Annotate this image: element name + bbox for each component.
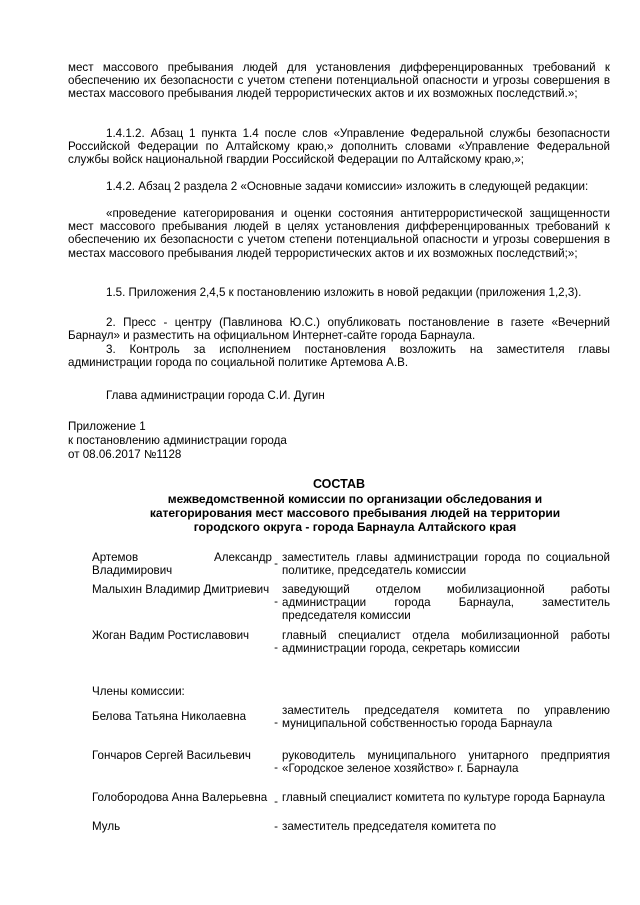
appendix-date: от 08.06.2017 №1128	[68, 448, 182, 461]
separator-dash: -	[274, 820, 278, 833]
member-name: Артемов Александр Владимирович	[92, 551, 272, 578]
member-name: Голобородова Анна Валерьевна	[92, 791, 268, 804]
member-name: Жоган Вадим Ростиславович	[92, 629, 250, 642]
member-role: заместитель председателя комитета по управлению муниципальной собственностью города Барнаула	[282, 704, 610, 731]
appendix-reference: к постановлению администрации города	[68, 434, 287, 447]
signature-line: Глава администрации города С.И. Дугин	[106, 389, 325, 402]
paragraph-continuation: мест массового пребывания людей для установления дифференцированных требований к обеспечению их безопасности с учетом степени потенциальной опасности и угрозы совершения в местах массового пребывания людей террористических актов и их возможных последствий.»;	[68, 61, 610, 101]
separator-dash: -	[274, 795, 278, 808]
member-role: заместитель председателя комитета по	[282, 820, 497, 833]
member-role: заведующий отделом мобилизационной работы администрации города Барнаула, заместитель председателя комиссии	[282, 583, 610, 623]
document-subtitle: межведомственной комиссии по организации обследования и категорирования мест массового пребывания людей на территории городского округа - города Барнаула Алтайского края	[149, 492, 561, 534]
member-role: главный специалист отдела мобилизационной работы администрации города, секретарь комиссии	[282, 629, 610, 656]
member-name: Белова Татьяна Николаевна	[92, 710, 247, 723]
paragraph-1-4-1-2: 1.4.1.2. Абзац 1 пункта 1.4 после слов «Управление Федеральной службы безопасности Российской Федерации по Алтайскому краю,» дополнить словами «Управление Федеральной службы войск национальной гвардии Российской Федерации по Алтайскому краю,»;	[68, 127, 610, 167]
paragraph-1-5: 1.5. Приложения 2,4,5 к постановлению изложить в новой редакции (приложения 1,2,3).	[106, 286, 582, 299]
paragraph-2: 2. Пресс - центру (Павлинова Ю.С.) опубликовать постановление в газете «Вечерний Барнаул» и разместить на официальном Интернет-сайте города Барнаула.	[68, 316, 610, 343]
separator-dash: -	[274, 557, 278, 570]
member-role: главный специалист комитета по культуре города Барнаула	[282, 791, 605, 804]
member-name: Гончаров Сергей Васильевич	[92, 749, 251, 762]
separator-dash: -	[274, 761, 278, 774]
member-name: Муль	[92, 820, 121, 833]
member-role: руководитель муниципального унитарного предприятия «Городское зеленое хозяйство» г. Барнаула	[282, 749, 610, 776]
separator-dash: -	[274, 716, 278, 729]
member-name: Малыхин Владимир Дмитриевич	[92, 583, 270, 596]
members-label: Члены комиссии:	[92, 685, 185, 698]
paragraph-1-4-2: 1.4.2. Абзац 2 раздела 2 «Основные задачи комиссии» изложить в следующей редакции:	[106, 180, 589, 193]
separator-dash: -	[274, 595, 278, 608]
document-title: СОСТАВ	[312, 477, 366, 491]
paragraph-quote: «проведение категорирования и оценки состояния антитеррористической защищенности мест массового пребывания людей в целях установления дифференцированных требований к обеспечению их безопасности с учетом степени потенциальной опасности и угрозы совершения в местах массового пребывания людей террористических актов и их возможных последствий;»;	[68, 207, 610, 260]
paragraph-3: 3. Контроль за исполнением постановления возложить на заместителя главы администрации города по социальной политике Артемова А.В.	[68, 343, 610, 370]
separator-dash: -	[274, 641, 278, 654]
appendix-label: Приложение 1	[68, 420, 146, 433]
member-role: заместитель главы администрации города по социальной политике, председатель комиссии	[282, 551, 610, 578]
